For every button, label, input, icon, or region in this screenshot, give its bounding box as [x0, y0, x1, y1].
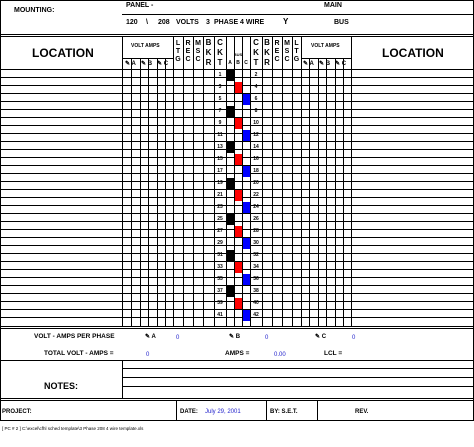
pen-icon: ✎ — [335, 61, 341, 67]
circuit-number-left: 31 — [217, 252, 223, 258]
voltage-high[interactable]: 120 — [126, 19, 138, 26]
pen-icon: ✎ — [145, 334, 151, 340]
circuit-number-right: 4 — [254, 84, 258, 90]
phase-label: PHASE 4 WIRE — [214, 19, 265, 26]
bus-bar-b — [235, 226, 242, 237]
mounting-label: MOUNTING: — [14, 7, 55, 14]
circuit-number-right: 20 — [253, 180, 259, 186]
circuit-number-left: 27 — [217, 228, 223, 234]
total-phase-a: ✎ A — [145, 334, 156, 340]
circuit-number-left: 21 — [217, 192, 223, 198]
total-va-value[interactable]: 0 — [146, 352, 150, 358]
circuit-number-right: 18 — [253, 168, 259, 174]
circuit-number-right: 36 — [253, 276, 259, 282]
total-va-label: TOTAL VOLT - AMPS = — [44, 350, 114, 357]
pen-icon: ✎ — [319, 61, 325, 67]
rec-header-left: R E C — [185, 40, 191, 63]
volt-amps-header-right: VOLT AMPS — [311, 43, 340, 49]
bus-bar-a — [227, 106, 234, 117]
va-c-right: ✎ C — [335, 61, 347, 67]
circuit-number-right: 10 — [253, 120, 259, 126]
total-phase-c: ✎ C — [315, 334, 327, 340]
circuit-number-left: 37 — [217, 288, 223, 294]
circuit-number-left: 5 — [218, 96, 222, 102]
phase-count[interactable]: 3 — [206, 19, 210, 26]
bus-bar-c — [243, 274, 250, 285]
va-c-left: ✎ C — [157, 61, 169, 67]
bus-bar-c — [243, 238, 250, 249]
volts-label: VOLTS — [176, 19, 199, 26]
status-path: [ PC # 2 ] C:\excel\cfhl sched template\3 Phase 208 4 wire template.xls — [2, 426, 144, 431]
pen-icon: ✎ — [125, 61, 131, 67]
circuit-number-left: 41 — [217, 312, 223, 318]
notes-label: NOTES: — [44, 381, 79, 391]
project-label: PROJECT: — [2, 409, 32, 415]
circuit-number-right: 32 — [253, 252, 259, 258]
bus-bar-a — [227, 214, 234, 225]
circuit-number-left: 7 — [218, 108, 222, 114]
bus-bar-b — [235, 298, 242, 309]
volt-amps-header-left: VOLT AMPS — [131, 43, 160, 49]
bus-bar-c — [243, 202, 250, 213]
bus-phase-c: C — [244, 60, 248, 66]
pen-icon: ✎ — [157, 61, 163, 67]
circuit-number-right: 34 — [253, 264, 259, 270]
va-b-right: ✎ B — [319, 61, 331, 67]
bus-bar-a — [227, 70, 234, 81]
va-a-right: ✎ A — [303, 61, 314, 67]
amps-label: AMPS = — [225, 350, 250, 357]
bus-bar-a — [227, 250, 234, 261]
bus-bar-b — [235, 190, 242, 201]
panel-label: PANEL - — [126, 2, 154, 9]
by-label: BY: S.E.T. — [270, 409, 298, 415]
circuit-number-left: 13 — [217, 144, 223, 150]
va-per-phase-label: VOLT - AMPS PER PHASE — [34, 333, 115, 340]
circuit-number-left: 15 — [217, 156, 223, 162]
circuit-number-right: 38 — [253, 288, 259, 294]
location-header-left: LOCATION — [32, 46, 94, 60]
ltg-header-right: L T G — [293, 40, 300, 63]
circuit-number-right: 16 — [253, 156, 259, 162]
bkr-header-right: B K R — [264, 38, 270, 67]
circuit-number-right: 26 — [253, 216, 259, 222]
circuit-number-right: 12 — [253, 132, 259, 138]
circuit-number-right: 24 — [253, 204, 259, 210]
bus-bar-b — [235, 118, 242, 129]
circuit-number-left: 11 — [217, 132, 223, 138]
total-phase-b-value[interactable]: 0 — [265, 335, 269, 341]
circuit-number-left: 39 — [217, 300, 223, 306]
bus-bar-b — [235, 82, 242, 93]
total-phase-a-value[interactable]: 0 — [176, 335, 180, 341]
bus-bar-a — [227, 142, 234, 153]
circuit-number-right: 2 — [254, 72, 258, 78]
ltg-header-left: L T G — [175, 40, 181, 63]
pen-icon: ✎ — [229, 334, 235, 340]
date-value[interactable]: July 29, 2001 — [205, 409, 241, 415]
circuit-number-right: 6 — [254, 96, 258, 102]
va-a-left: ✎ A — [125, 61, 136, 67]
bus-bar-c — [243, 130, 250, 141]
voltage-separator: \ — [146, 19, 148, 26]
circuit-number-left: 29 — [217, 240, 223, 246]
circuit-number-right: 42 — [253, 312, 259, 318]
total-phase-b: ✎ B — [229, 334, 241, 340]
circuit-number-left: 9 — [218, 120, 222, 126]
rev-label: REV. — [355, 409, 369, 415]
project-field[interactable] — [36, 405, 174, 417]
bus-label: BUS — [334, 19, 349, 26]
circuit-number-left: 3 — [218, 84, 222, 90]
bus-bar-c — [243, 94, 250, 105]
circuit-number-left: 35 — [217, 276, 223, 282]
circuit-number-left: 25 — [217, 216, 223, 222]
notes-field[interactable] — [124, 361, 472, 397]
pen-icon: ✎ — [315, 334, 321, 340]
pen-icon: ✎ — [141, 61, 147, 67]
date-label: DATE: — [180, 409, 198, 415]
bkr-header-left: B K R — [205, 38, 212, 67]
circuit-number-right: 22 — [253, 192, 259, 198]
main-label: MAIN — [324, 2, 342, 9]
bus-bar-b — [235, 262, 242, 273]
location-header-right: LOCATION — [382, 46, 444, 60]
misc-header-left: M S C — [195, 40, 201, 63]
va-b-left: ✎ B — [141, 61, 153, 67]
circuit-number-right: 30 — [253, 240, 259, 246]
connection-type[interactable]: Y — [283, 17, 289, 26]
total-phase-c-value[interactable]: 0 — [352, 335, 356, 341]
ckt-header-left: C K T — [217, 38, 223, 67]
circuit-number-right: 40 — [253, 300, 259, 306]
voltage-low[interactable]: 208 — [158, 19, 170, 26]
bus-phase-a: A — [228, 60, 232, 66]
bus-bar-a — [227, 178, 234, 189]
circuit-number-left: 23 — [217, 204, 223, 210]
amps-value[interactable]: 0.00 — [274, 352, 286, 358]
circuit-number-left: 19 — [217, 180, 223, 186]
circuit-number-right: 8 — [254, 108, 258, 114]
bus-bar-c — [243, 166, 250, 177]
panel-name-field[interactable] — [174, 4, 302, 12]
circuit-number-right: 14 — [253, 144, 259, 150]
rec-header-right: R E C — [274, 40, 280, 63]
bus-bar-b — [235, 154, 242, 165]
bus-bar-a — [227, 286, 234, 297]
circuit-number-right: 28 — [253, 228, 259, 234]
circuit-number-left: 33 — [217, 264, 223, 270]
bus-phase-b: B — [236, 60, 240, 66]
bus-header: BUS — [233, 52, 243, 57]
misc-header-right: M S C — [284, 40, 290, 63]
bus-bar-c — [243, 310, 250, 321]
circuit-number-left: 1 — [218, 72, 222, 78]
pen-icon: ✎ — [303, 61, 309, 67]
ckt-header-right: C K T — [253, 38, 259, 67]
circuit-number-left: 17 — [217, 168, 223, 174]
lcl-label: LCL = — [324, 350, 343, 357]
